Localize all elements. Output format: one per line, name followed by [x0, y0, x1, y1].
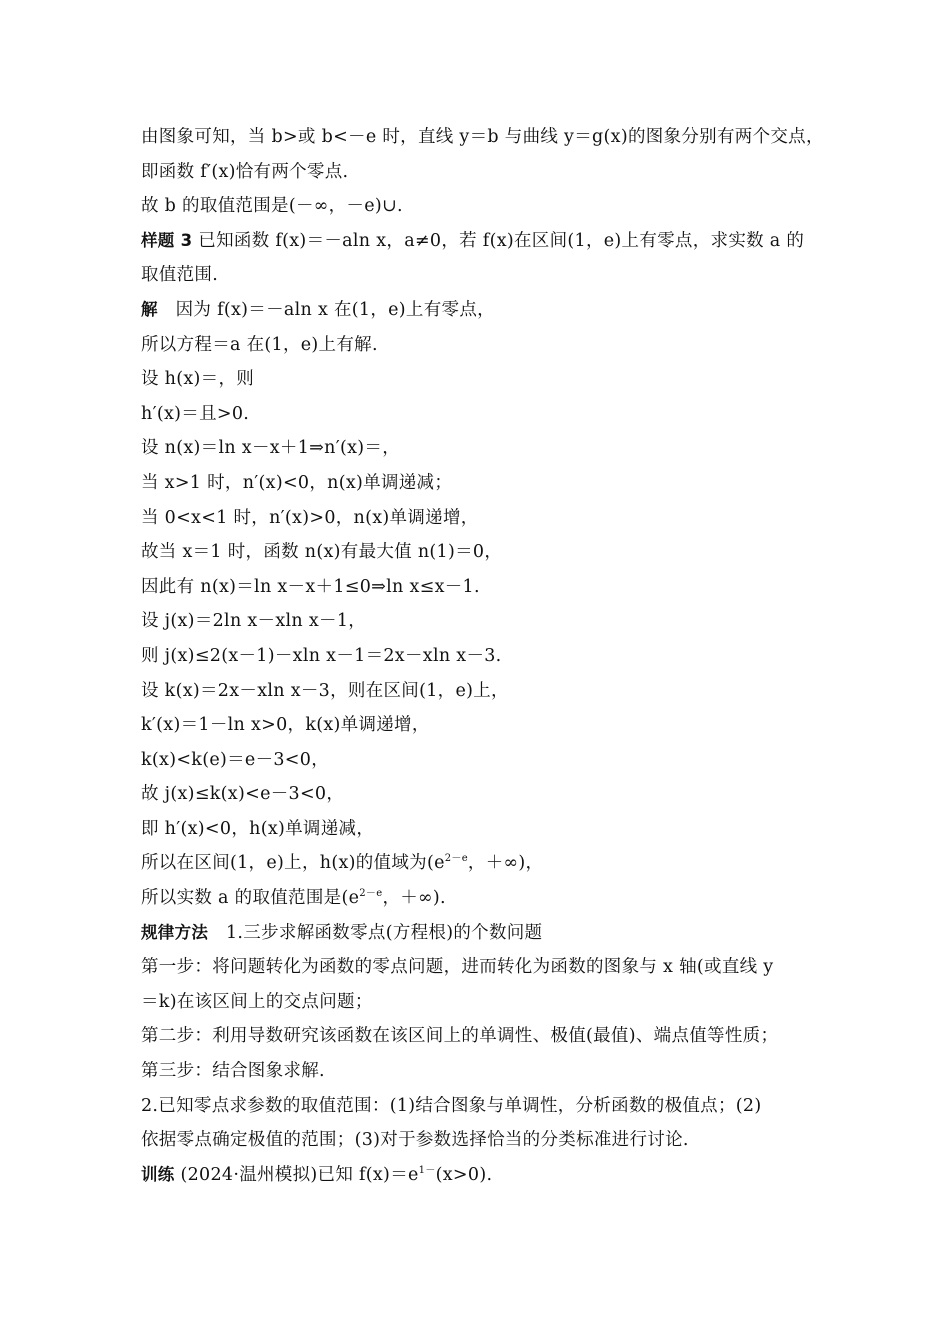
- text-line: k′(x)＝1－ln x>0，k(x)单调递增，: [141, 715, 430, 736]
- text-line: 故 j(x)≤k(x)<e－3<0，: [141, 784, 345, 805]
- text-line: 第三步：结合图象求解.: [141, 1061, 325, 1082]
- text-line: 则 j(x)≤2(x－1)－xln x－1＝2x－xln x－3.: [141, 645, 502, 666]
- text-line: 2.已知零点求参数的取值范围：(1)结合图象与单调性，分析函数的极值点；(2): [141, 1095, 762, 1116]
- text-line: 设 k(x)＝2x－xln x－3，则在区间(1，e)上，: [141, 680, 509, 701]
- text-line: 设 h(x)＝，则: [141, 369, 255, 390]
- text-line: 即 h′(x)<0，h(x)单调递减，: [141, 818, 375, 839]
- text-line: 第一步：将问题转化为函数的零点问题，进而转化为函数的图象与 x 轴(或直线 y: [141, 957, 774, 978]
- text-line: h′(x)＝且>0.: [141, 403, 250, 424]
- method-label: 规律方法: [141, 922, 209, 942]
- example-heading-line: 样题 3 已知函数 f(x)＝－aln x，a≠0，若 f(x)在区间(1，e)上有零点，求实数 a 的: [141, 230, 805, 251]
- text-line: 所以实数 a 的取值范围是($e^{2-e}$，＋∞).: [141, 888, 446, 909]
- text-line: 由图象可知，当 b>或 b<－e 时，直线 y＝b 与曲线 y＝g(x)的图象分别有两个交点，: [141, 127, 824, 147]
- text-line: 所以方程＝a 在(1，e)上有解.: [141, 334, 378, 355]
- solution-label: 解: [141, 299, 158, 319]
- text-line: 故 b 的取值范围是(－∞，－e)∪.: [141, 196, 403, 217]
- example-label: 样题 3: [141, 230, 193, 250]
- text-line: 故当 x＝1 时，函数 n(x)有最大值 n(1)＝0，: [141, 542, 503, 563]
- document-body: [141, 120, 831, 1192]
- text-line: 因此有 n(x)＝ln x－x＋1≤0⇒ln x≤x－1.: [141, 576, 480, 597]
- text-line: 所以在区间(1，e)上，h(x)的值域为($e^{2-e}$，＋∞)，: [141, 853, 544, 874]
- text-line: 设 n(x)＝ln x－x＋1⇒n′(x)＝，: [141, 438, 400, 459]
- text-line: 依据零点确定极值的范围；(3)对于参数选择恰当的分类标准进行讨论.: [141, 1130, 689, 1151]
- text-line: 当 0<x<1 时，n′(x)>0，n(x)单调递增，: [141, 507, 479, 528]
- training-label: 训练: [141, 1164, 175, 1184]
- text-line: 当 x>1 时，n′(x)<0，n(x)单调递减；: [141, 472, 453, 493]
- text-line: 第二步：利用导数研究该函数在该区间上的单调性、极值(最值)、端点值等性质；: [141, 1026, 779, 1047]
- text-line: ＝k)在该区间上的交点问题；: [141, 991, 373, 1012]
- solution-line: 解 因为 f(x)＝－aln x 在(1，e)上有零点，: [141, 299, 495, 320]
- text-line: k(x)<k(e)＝e－3<0，: [141, 749, 329, 770]
- text-line: 设 j(x)＝2ln x－xln x－1，: [141, 611, 367, 632]
- training-heading-line: 训练 (2024·温州模拟)已知 $f(x)=e^{1-}(x>0)$.: [141, 1164, 493, 1185]
- text-line: 即函数 f′(x)恰有两个零点.: [141, 161, 349, 182]
- method-heading-line: 规律方法 1.三步求解函数零点(方程根)的个数问题: [141, 922, 543, 943]
- text-line: 取值范围.: [141, 265, 219, 286]
